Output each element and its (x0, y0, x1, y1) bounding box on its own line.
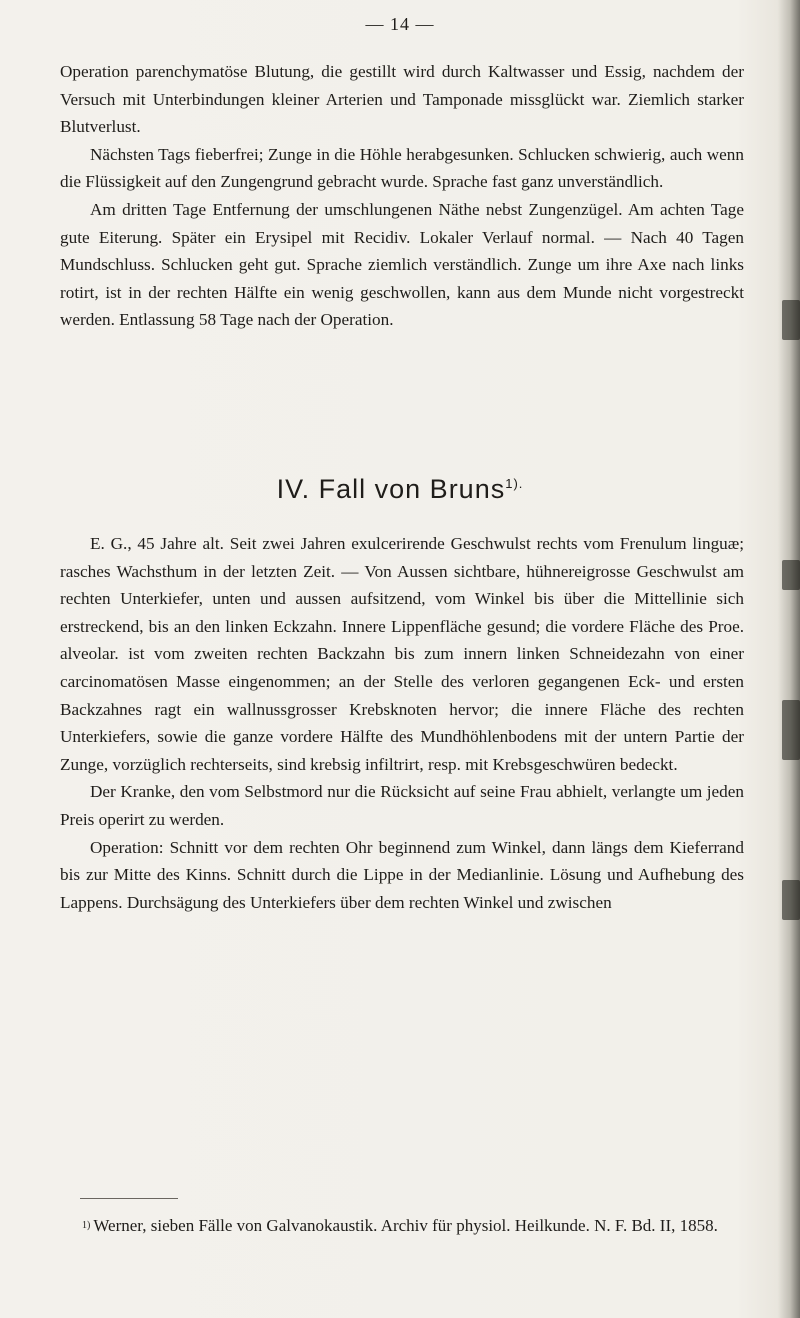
footnote-marker: 1) (82, 1220, 91, 1231)
paragraph: Operation parenchymatöse Blutung, die gestillt wird durch Kaltwasser und Essig, nachdem der Versuch mit Unterbindungen kleiner Arterien und Tamponade missglückt war. Ziemlich starker Blutverlust. (60, 62, 744, 137)
paragraph: E. G., 45 Jahre alt. Seit zwei Jahren exulcerirende Geschwulst rechts vom Frenulum linguæ; rasches Wachsthum in der letzten Zeit. — Von Aussen sichtbare, hühnereigrosse Geschwulst am rechten Unterkiefer, unten und aussen aufsitzend, vom Winkel bis über die Mittellinie sich erstreckend, bis an den linken Eckzahn. Innere Lippenfläche gesund; die vordere Fläche des Proe. alveolar. ist vom zweiten rechten Backzahn bis zum innern linken Schneidezahn von einer carcinomatösen Masse eingenommen; an der Stelle des verloren gegangenen Eck- und ersten Backzahnes ragt ein wallnussgrosser Krebsknoten hervor; die innere Fläche des rechten Unterkiefers, sowie die ganze vordere Hälfte des Mundhöhlenbodens mit der untern Partie der Zunge, vorzüglich rechterseits, sind krebsig infiltrirt, resp. mit Krebsgeschwüren bedeckt. (60, 534, 744, 774)
edge-ink-mark (782, 300, 800, 340)
paragraph: Nächsten Tags fieberfrei; Zunge in die Höhle herabgesunken. Schlucken schwierig, auch wenn die Flüssigkeit auf den Zungengrund gebracht wurde. Sprache fast ganz unverständlich. (60, 144, 744, 192)
footnote-reference: 1). (505, 476, 524, 491)
edge-ink-mark (782, 880, 800, 920)
page-edge-shadow (778, 0, 800, 1318)
page-number: — 14 — (365, 14, 435, 34)
footnote-divider (80, 1198, 178, 1199)
case-heading-text: IV. Fall von Bruns (276, 474, 506, 504)
footnote (60, 1212, 750, 1239)
text-block-top (60, 58, 744, 334)
text-block-case (60, 530, 744, 916)
paragraph: Am dritten Tage Entfernung der umschlungenen Näthe nebst Zungenzügel. Am achten Tage gute Eiterung. Später ein Erysipel mit Recidiv. Lokaler Verlauf normal. — Nach 40 Tagen Mundschluss. Schlucken geht gut. Sprache ziemlich verständlich. Zunge um ihre Axe nach links rotirt, ist in der rechten Hälfte ein wenig geschwollen, kann aus dem Munde nicht vorgestreckt werden. Entlassung 58 Tage nach der Operation. (60, 199, 744, 330)
paragraph: Operation: Schnitt vor dem rechten Ohr beginnend zum Winkel, dann längs dem Kieferrand bis zur Mitte des Kinns. Schnitt durch die Lippe in der Medianlinie. Lösung und Aufhebung des Lappens. Durchsägung des Unterkiefers über dem rechten Winkel und zwischen (60, 837, 744, 912)
case-heading (0, 474, 800, 505)
edge-ink-mark (782, 700, 800, 760)
edge-ink-mark (782, 560, 800, 590)
footnote-text: Werner, sieben Fälle von Galvanokaustik. Archiv für physiol. Heilkunde. N. F. Bd. II, 1858. (93, 1216, 718, 1235)
paragraph: Der Kranke, den vom Selbstmord nur die Rücksicht auf seine Frau abhielt, verlangte um jeden Preis operirt zu werden. (60, 782, 744, 829)
